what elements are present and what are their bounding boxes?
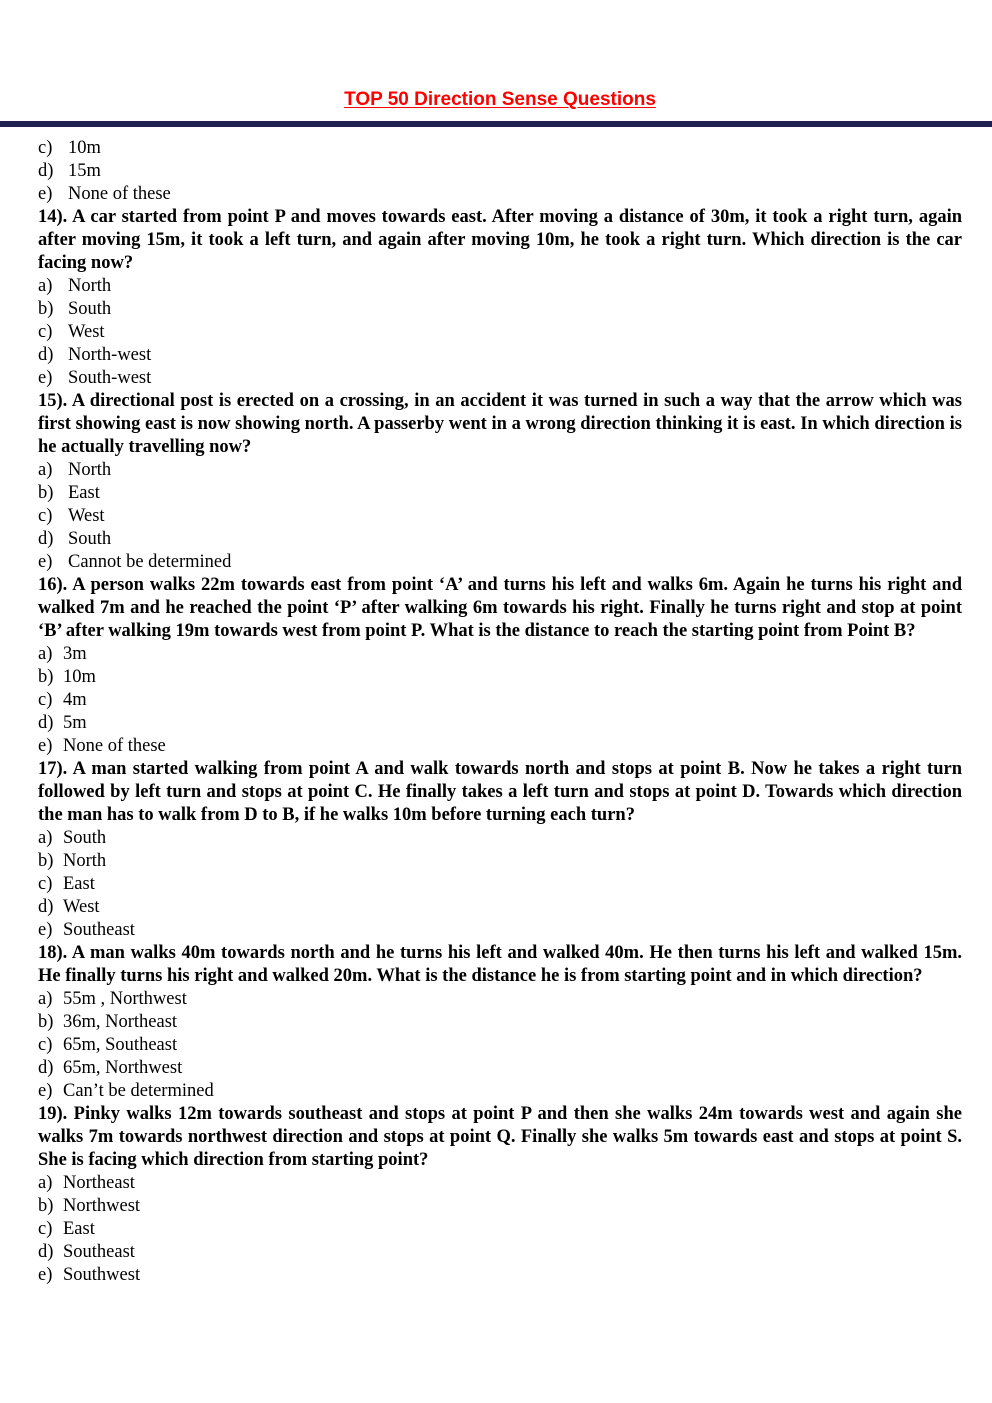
option-text: Southeast bbox=[63, 1242, 135, 1262]
option-letter: b) bbox=[38, 851, 54, 871]
option-text: North bbox=[63, 851, 107, 871]
answer-option bbox=[38, 298, 962, 321]
answer-option bbox=[38, 367, 962, 390]
option-letter: a) bbox=[38, 460, 53, 480]
option-letter: e) bbox=[38, 1265, 53, 1285]
answer-option bbox=[38, 1218, 962, 1241]
answer-option bbox=[38, 873, 962, 896]
answer-option bbox=[38, 1080, 962, 1103]
answer-option bbox=[38, 919, 962, 942]
option-text: North bbox=[68, 276, 112, 296]
answer-option bbox=[38, 1241, 962, 1264]
option-letter: e) bbox=[38, 920, 53, 940]
option-text: None of these bbox=[68, 184, 171, 204]
option-letter: d) bbox=[38, 713, 54, 733]
option-text: 5m bbox=[63, 713, 87, 733]
option-letter: c) bbox=[38, 506, 53, 526]
answer-option bbox=[38, 666, 962, 689]
option-letter: a) bbox=[38, 989, 53, 1009]
option-text: 65m, Southeast bbox=[63, 1035, 178, 1055]
answer-option bbox=[38, 160, 962, 183]
option-letter: d) bbox=[38, 161, 54, 181]
option-text: 10m bbox=[63, 667, 96, 687]
answer-option bbox=[38, 137, 962, 160]
answer-option bbox=[38, 1195, 962, 1218]
question-text: 17). A man started walking from point A and walk towards north and stops at point B. Now he takes a right turn followed by left turn and stops at point C. He finally takes a left turn and stops at point D. Towards which direction the man has to walk from D to B, if he walks 10m before turning each turn? bbox=[38, 759, 962, 825]
option-text: 65m, Northwest bbox=[63, 1058, 183, 1078]
option-text: Southwest bbox=[63, 1265, 141, 1285]
option-text: West bbox=[68, 322, 105, 342]
option-letter: d) bbox=[38, 529, 54, 549]
option-text: South bbox=[68, 299, 112, 319]
answer-option bbox=[38, 988, 962, 1011]
option-text: South bbox=[68, 529, 112, 549]
option-letter: a) bbox=[38, 1173, 53, 1193]
option-text: South-west bbox=[68, 368, 152, 388]
option-text: South bbox=[63, 828, 107, 848]
page-title: TOP 50 Direction Sense Questions bbox=[344, 89, 656, 110]
answer-option bbox=[38, 689, 962, 712]
option-text: West bbox=[68, 506, 105, 526]
option-text: West bbox=[63, 897, 100, 917]
answer-option bbox=[38, 1264, 962, 1287]
option-letter: e) bbox=[38, 368, 53, 388]
option-letter: b) bbox=[38, 299, 54, 319]
answer-option bbox=[38, 643, 962, 666]
option-text: Cannot be determined bbox=[68, 552, 232, 572]
answer-option bbox=[38, 735, 962, 758]
question-text: 18). A man walks 40m towards north and he turns his left and walked 40m. He then turns his left and walked 15m. He finally turns his right and walked 20m. What is the distance he is from starting point and in which direction? bbox=[38, 943, 962, 986]
answer-option bbox=[38, 505, 962, 528]
option-text: 36m, Northeast bbox=[63, 1012, 178, 1032]
option-letter: c) bbox=[38, 690, 53, 710]
option-letter: c) bbox=[38, 138, 53, 158]
answer-option bbox=[38, 528, 962, 551]
option-text: 10m bbox=[68, 138, 101, 158]
option-text: 55m , Northwest bbox=[63, 989, 187, 1009]
option-letter: e) bbox=[38, 736, 53, 756]
answer-option bbox=[38, 321, 962, 344]
option-letter: b) bbox=[38, 1196, 54, 1216]
option-text: Northwest bbox=[63, 1196, 141, 1216]
option-letter: d) bbox=[38, 345, 54, 365]
answer-option bbox=[38, 1172, 962, 1195]
option-letter: d) bbox=[38, 897, 54, 917]
option-text: North bbox=[68, 460, 112, 480]
option-letter: d) bbox=[38, 1058, 54, 1078]
option-letter: e) bbox=[38, 1081, 53, 1101]
answer-option bbox=[38, 850, 962, 873]
question-text: 16). A person walks 22m towards east from point ‘A’ and turns his left and walks 6m. Again he turns his right and walked 7m and he reached the point ‘P’ after walking 6m towards his right. Finally he turns right and stop at point ‘B’ after walking 19m towards west from point P. What is the distance to reach the starting point from Point B? bbox=[38, 575, 962, 641]
answer-option bbox=[38, 1057, 962, 1080]
option-text: North-west bbox=[68, 345, 152, 365]
answer-option bbox=[38, 344, 962, 367]
option-letter: b) bbox=[38, 483, 54, 503]
answer-option bbox=[38, 275, 962, 298]
option-letter: a) bbox=[38, 276, 53, 296]
answer-option bbox=[38, 1034, 962, 1057]
option-text: 4m bbox=[63, 690, 87, 710]
answer-option bbox=[38, 712, 962, 735]
option-text: 3m bbox=[63, 644, 87, 664]
answer-option bbox=[38, 482, 962, 505]
answer-option bbox=[38, 896, 962, 919]
option-letter: e) bbox=[38, 184, 53, 204]
question-list bbox=[38, 137, 962, 1287]
option-letter: c) bbox=[38, 1035, 53, 1055]
option-letter: c) bbox=[38, 874, 53, 894]
answer-option bbox=[38, 1011, 962, 1034]
option-letter: d) bbox=[38, 1242, 54, 1262]
answer-option bbox=[38, 183, 962, 206]
option-text: East bbox=[63, 874, 95, 894]
question-text: 19). Pinky walks 12m towards southeast and stops at point P and then she walks 24m towards west and again she walks 7m towards northwest direction and stops at point Q. Finally she walks 5m towards east and stops at point S. She is facing which direction from starting point? bbox=[38, 1104, 962, 1170]
question-text: 14). A car started from point P and moves towards east. After moving a distance of 30m, it took a right turn, again after moving 15m, it took a left turn, and again after moving 10m, he took a right turn. Which direction is the car facing now? bbox=[38, 207, 962, 273]
option-text: Southeast bbox=[63, 920, 135, 940]
question-text: 15). A directional post is erected on a crossing, in an accident it was turned in such a way that the arrow which was first showing east is now showing north. A passerby went in a wrong direction thinking it is east. In which direction is he actually travelling now? bbox=[38, 391, 962, 457]
option-letter: c) bbox=[38, 1219, 53, 1239]
option-text: East bbox=[63, 1219, 95, 1239]
answer-option bbox=[38, 827, 962, 850]
option-letter: e) bbox=[38, 552, 53, 572]
option-letter: b) bbox=[38, 1012, 54, 1032]
option-text: East bbox=[68, 483, 100, 503]
option-text: 15m bbox=[68, 161, 101, 181]
option-letter: b) bbox=[38, 667, 54, 687]
option-letter: a) bbox=[38, 828, 53, 848]
option-text: Northeast bbox=[63, 1173, 135, 1193]
option-letter: a) bbox=[38, 644, 53, 664]
option-text: Can’t be determined bbox=[63, 1081, 214, 1101]
header-divider bbox=[0, 121, 992, 127]
answer-option bbox=[38, 459, 962, 482]
answer-option bbox=[38, 551, 962, 574]
option-letter: c) bbox=[38, 322, 53, 342]
option-text: None of these bbox=[63, 736, 166, 756]
